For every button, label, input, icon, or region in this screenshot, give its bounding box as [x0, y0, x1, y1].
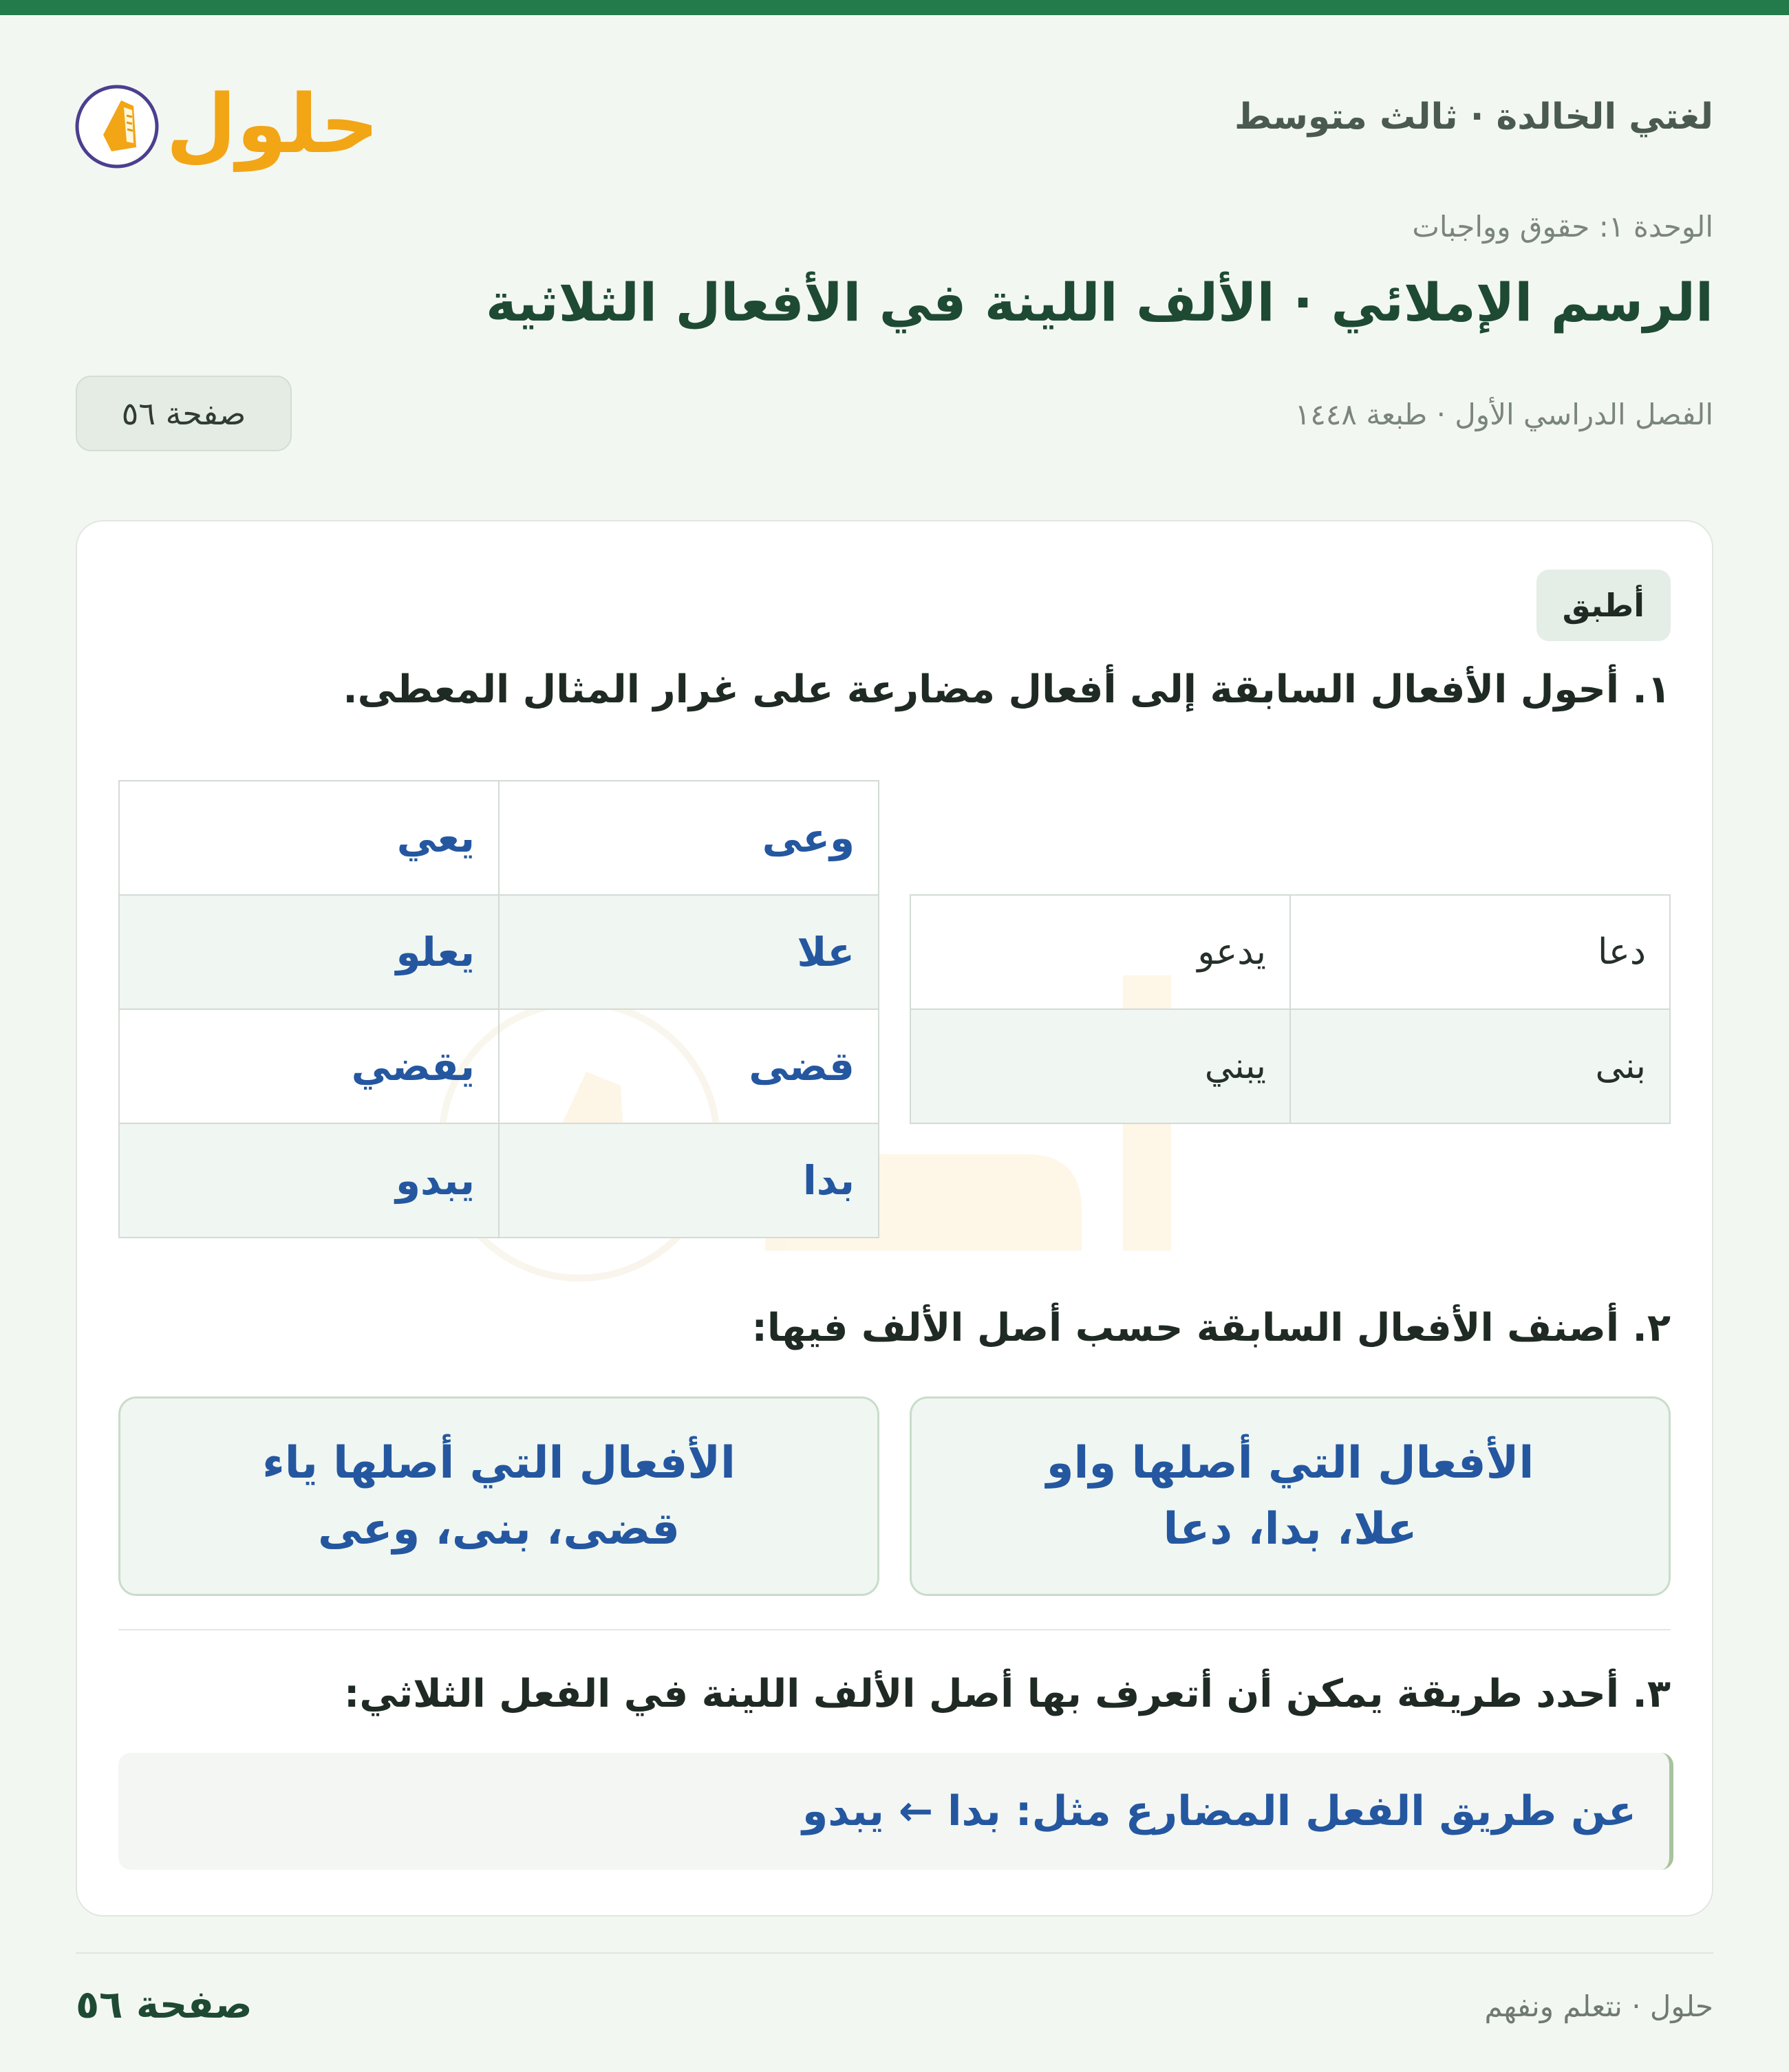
yaa-box-items: قضى، بنى، وعى	[317, 1504, 681, 1555]
top-accent-bar	[0, 0, 1789, 15]
table-row	[119, 1123, 879, 1238]
waw-origin-box	[910, 1396, 1671, 1596]
waw-box-items: علا، بدا، دعا	[1163, 1504, 1417, 1555]
book-series: لغتي الخالدة · ثالث متوسط	[1234, 96, 1713, 138]
divider	[118, 1629, 1671, 1630]
section-label: أطبق	[1536, 570, 1671, 641]
present-verb-cell: يعلو	[119, 895, 499, 1009]
footer-divider	[76, 1952, 1713, 1954]
yaa-box-title: الأفعال التي أصلها ياء	[262, 1438, 736, 1489]
table-row	[119, 1009, 879, 1123]
present-verb-cell: يبدو	[119, 1123, 499, 1238]
past-verb-cell: قضى	[499, 1009, 879, 1123]
footer-tagline: حلول · نتعلم ونفهم	[1484, 1989, 1713, 2023]
past-verb-cell: بنى	[1290, 1009, 1670, 1123]
table-row	[910, 895, 1670, 1009]
footer-page-number: صفحة ٥٦	[76, 1983, 253, 2027]
page-badge: صفحة ٥٦	[76, 376, 292, 451]
unit-label: الوحدة ١: حقوق وواجبات	[1412, 210, 1713, 244]
answer-table	[118, 780, 879, 1238]
semester-label: الفصل الدراسي الأول · طبعة ١٤٤٨	[1294, 398, 1713, 431]
present-verb-cell: يبني	[910, 1009, 1290, 1123]
question-1: ١. أحول الأفعال السابقة إلى أفعال مضارعة على غرار المثال المعطى.	[343, 667, 1671, 712]
page-title: الرسم الإملائي · الألف اللينة في الأفعال الثلاثية	[486, 272, 1713, 333]
past-verb-cell: بدا	[499, 1123, 879, 1238]
table-row	[910, 1009, 1670, 1123]
past-verb-cell: علا	[499, 895, 879, 1009]
brand-wordmark: حلول	[166, 76, 379, 171]
exercise-card	[76, 520, 1713, 1917]
waw-box-title: الأفعال التي أصلها واو	[1046, 1438, 1534, 1489]
past-verb-cell: وعى	[499, 781, 879, 895]
brand-logo	[73, 59, 379, 176]
present-verb-cell: يدعو	[910, 895, 1290, 1009]
present-verb-cell: يعي	[119, 781, 499, 895]
past-verb-cell: دعا	[1290, 895, 1670, 1009]
present-verb-cell: يقضي	[119, 1009, 499, 1123]
question-3: ٣. أحدد طريقة يمكن أن أتعرف بها أصل الألف اللينة في الفعل الثلاثي:	[344, 1672, 1671, 1716]
table-row	[119, 781, 879, 895]
yaa-origin-box	[118, 1396, 879, 1596]
example-table	[910, 894, 1671, 1124]
question-2: ٢. أصنف الأفعال السابقة حسب أصل الألف فيها:	[751, 1306, 1671, 1350]
question-3-answer: عن طريق الفعل المضارع مثل: بدا ← يبدو	[118, 1753, 1673, 1870]
table-row	[119, 895, 879, 1009]
